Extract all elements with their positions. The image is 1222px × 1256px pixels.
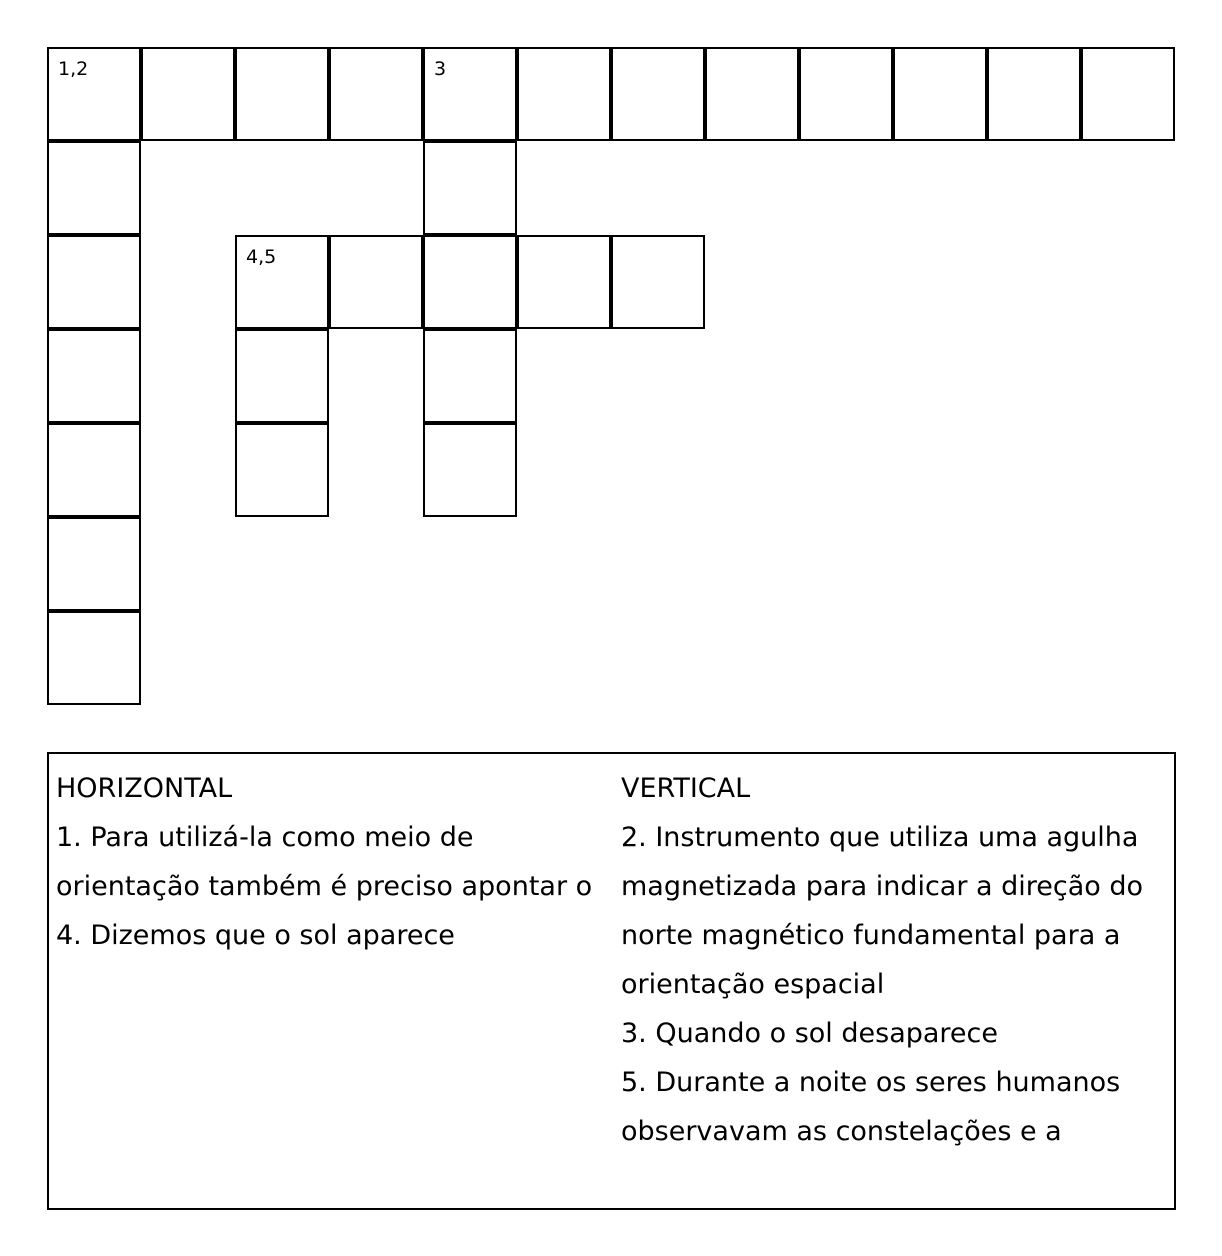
clue-line: norte magnético fundamental para a	[621, 920, 1121, 951]
cell-number: 1,2	[58, 58, 89, 80]
crossword-cell[interactable]	[517, 235, 611, 329]
crossword-cell[interactable]	[329, 235, 423, 329]
crossword-cell[interactable]	[423, 141, 517, 235]
crossword-cell[interactable]	[893, 47, 987, 141]
clue-line: magnetizada para indicar a direção do	[621, 871, 1144, 902]
crossword-cell[interactable]	[47, 329, 141, 423]
clue-line: 4. Dizemos que o sol aparece	[56, 920, 455, 951]
clue-line: 1. Para utilizá-la como meio de	[56, 822, 474, 853]
horizontal-heading: HORIZONTAL	[56, 773, 233, 804]
clues-box	[47, 752, 1176, 1210]
cell-number: 4,5	[246, 246, 277, 268]
clue-line: orientação espacial	[621, 969, 885, 1000]
crossword-cell[interactable]	[235, 423, 329, 517]
crossword-cell[interactable]	[47, 47, 141, 141]
crossword-cell[interactable]	[611, 235, 705, 329]
vertical-clues	[621, 764, 1169, 1156]
crossword-cell[interactable]	[423, 423, 517, 517]
crossword-cell[interactable]	[611, 47, 705, 141]
crossword-cell[interactable]	[47, 611, 141, 705]
vertical-heading: VERTICAL	[621, 773, 751, 804]
clue-line: observavam as constelações e a	[621, 1116, 1062, 1147]
crossword-cell[interactable]	[705, 47, 799, 141]
crossword-cell[interactable]	[47, 141, 141, 235]
clue-line: 5. Durante a noite os seres humanos	[621, 1067, 1121, 1098]
crossword-cell[interactable]	[47, 517, 141, 611]
crossword-cell[interactable]	[517, 47, 611, 141]
clue-line: 2. Instrumento que utiliza uma agulha	[621, 822, 1139, 853]
crossword-cell[interactable]	[141, 47, 235, 141]
crossword-cell[interactable]	[235, 329, 329, 423]
crossword-cell[interactable]	[423, 329, 517, 423]
crossword-cell[interactable]	[235, 235, 329, 329]
clue-line: 3. Quando o sol desaparece	[621, 1018, 998, 1049]
crossword-cell[interactable]	[1081, 47, 1175, 141]
crossword-cell[interactable]	[987, 47, 1081, 141]
crossword-cell[interactable]	[799, 47, 893, 141]
crossword-cell[interactable]	[47, 423, 141, 517]
cell-number: 3	[434, 58, 447, 80]
crossword-cell[interactable]	[423, 235, 517, 329]
crossword-cell[interactable]	[47, 235, 141, 329]
crossword-cell[interactable]	[235, 47, 329, 141]
clue-line: orientação também é preciso apontar o	[56, 871, 593, 902]
crossword-cell[interactable]	[329, 47, 423, 141]
crossword-cell[interactable]	[423, 47, 517, 141]
horizontal-clues	[56, 764, 604, 960]
